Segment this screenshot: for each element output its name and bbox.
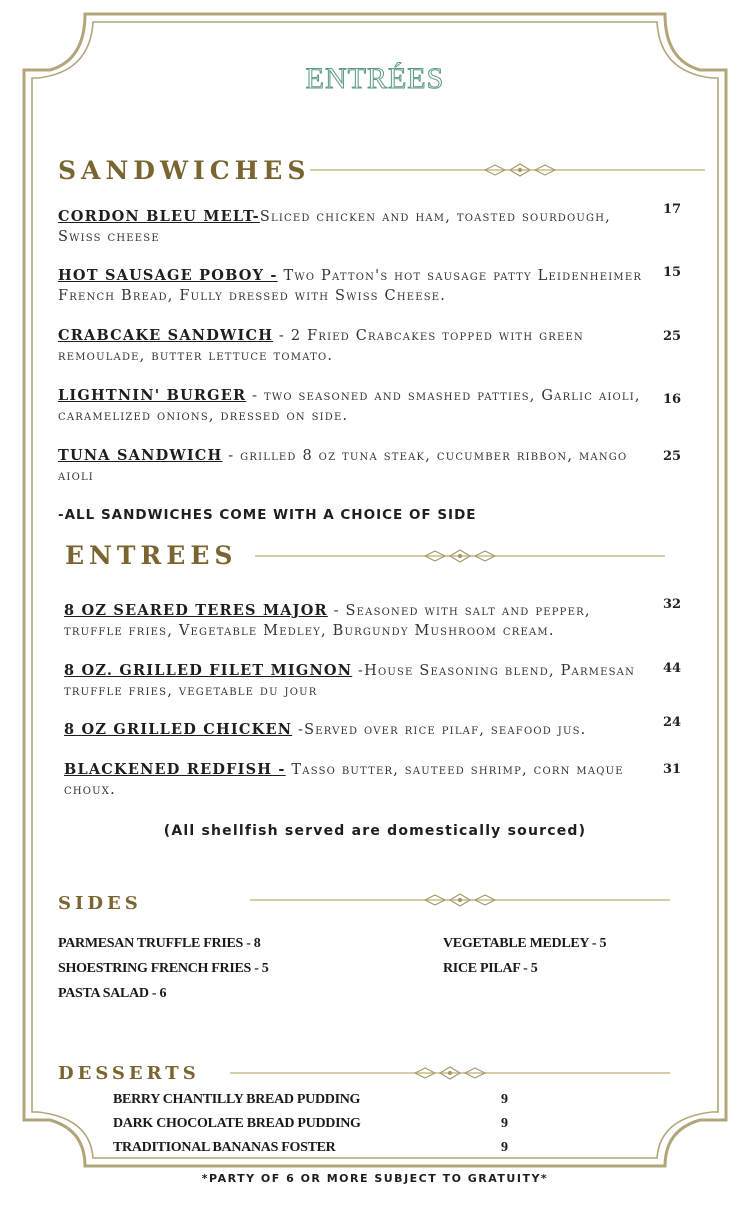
item-name: HOT SAUSAGE POBOY -: [58, 267, 278, 284]
menu-item-grilled-chicken: [64, 720, 654, 740]
menu-item-lightnin-burger: [58, 386, 653, 426]
item-description: - grilled 8 oz tuna steak, cucumber ribbon, mango aioli: [58, 448, 628, 484]
item-description: -House Seasoning blend, Parmesan truffle fries, vegetable du jour: [64, 663, 636, 699]
item-name: CORDON BLEU MELT-: [58, 208, 260, 225]
ornament-divider: [230, 1066, 670, 1080]
item-price: 25: [663, 329, 682, 344]
item-name: TUNA SANDWICH: [58, 447, 223, 464]
item-description: Tasso butter, sauteed shrimp, corn maque choux.: [64, 762, 624, 798]
side-item-rice-pilaf: RICE PILAF - 5: [443, 961, 538, 976]
shellfish-note: (All shellfish served are domestically sourced): [163, 823, 587, 839]
menu-item-hot-sausage-poboy: [58, 266, 653, 306]
item-name: 8 OZ. GRILLED FILET MIGNON: [64, 662, 353, 679]
dessert-price: 9: [501, 1140, 508, 1155]
dessert-name: BERRY CHANTILLY BREAD PUDDING: [113, 1092, 361, 1107]
dessert-price: 9: [501, 1092, 508, 1107]
gratuity-footer: *PARTY OF 6 OR MORE SUBJECT TO GRATUITY*: [201, 1172, 549, 1185]
side-item-pasta-salad: PASTA SALAD - 6: [58, 986, 167, 1001]
menu-item-cordon-bleu: [58, 207, 653, 247]
dessert-price: 9: [501, 1116, 508, 1131]
menu-item-tuna-sandwich: [58, 446, 653, 486]
item-price: 24: [663, 715, 682, 730]
item-name: LIGHTNIN' BURGER: [58, 387, 247, 404]
section-heading-sides: SIDES: [58, 893, 142, 914]
item-description: - two seasoned and smashed patties, Garlic aioli, caramelized onions, dressed on side.: [58, 388, 641, 424]
menu-item-crabcake-sandwich: [58, 326, 653, 366]
section-heading-desserts: DESSERTS: [58, 1063, 200, 1084]
item-description: Two Patton's hot sausage patty Leidenheimer French Bread, Fully dressed with Swiss Cheese.: [58, 268, 643, 304]
menu-item-filet-mignon: [64, 661, 654, 701]
item-description: - 2 Fried Crabcakes topped with green remoulade, butter lettuce tomato.: [58, 328, 584, 364]
menu-item-teres-major: [64, 601, 654, 641]
item-price: 17: [663, 202, 682, 217]
dessert-name: DARK CHOCOLATE BREAD PUDDING: [113, 1116, 361, 1131]
side-item-shoestring-fries: SHOESTRING FRENCH FRIES - 5: [58, 961, 269, 976]
item-price: 44: [663, 661, 682, 676]
ornament-divider: [250, 893, 670, 907]
item-price: 32: [663, 597, 682, 612]
item-price: 15: [663, 265, 682, 280]
section-heading-sandwiches: SANDWICHES: [58, 156, 311, 185]
side-item-parmesan-truffle-fries: PARMESAN TRUFFLE FRIES - 8: [58, 936, 261, 951]
item-description: Sliced chicken and ham, toasted sourdough, Swiss cheese: [58, 209, 611, 245]
item-name: 8 OZ GRILLED CHICKEN: [64, 721, 293, 738]
item-name: 8 OZ SEARED TERES MAJOR: [64, 602, 328, 619]
item-price: 31: [663, 762, 682, 777]
item-description: -Served over rice pilaf, seafood jus.: [292, 722, 587, 738]
side-item-vegetable-medley: VEGETABLE MEDLEY - 5: [443, 936, 607, 951]
item-price: 16: [663, 392, 682, 407]
menu-item-blackened-redfish: [64, 760, 654, 800]
dessert-name: TRADITIONAL BANANAS FOSTER: [113, 1140, 336, 1155]
item-price: 25: [663, 449, 682, 464]
item-name: BLACKENED REDFISH -: [64, 761, 286, 778]
page-title: ENTRÉES: [305, 62, 445, 95]
section-heading-entrees: ENTREES: [65, 541, 238, 570]
sandwich-side-note: -ALL SANDWICHES COME WITH A CHOICE OF SIDE: [58, 507, 477, 523]
item-description: - Seasoned with salt and pepper, truffle fries, Vegetable Medley, Burgundy Mushroom cream.: [64, 603, 591, 639]
item-name: CRABCAKE SANDWICH: [58, 327, 274, 344]
ornament-divider: [255, 549, 665, 563]
ornament-divider: [310, 163, 705, 177]
